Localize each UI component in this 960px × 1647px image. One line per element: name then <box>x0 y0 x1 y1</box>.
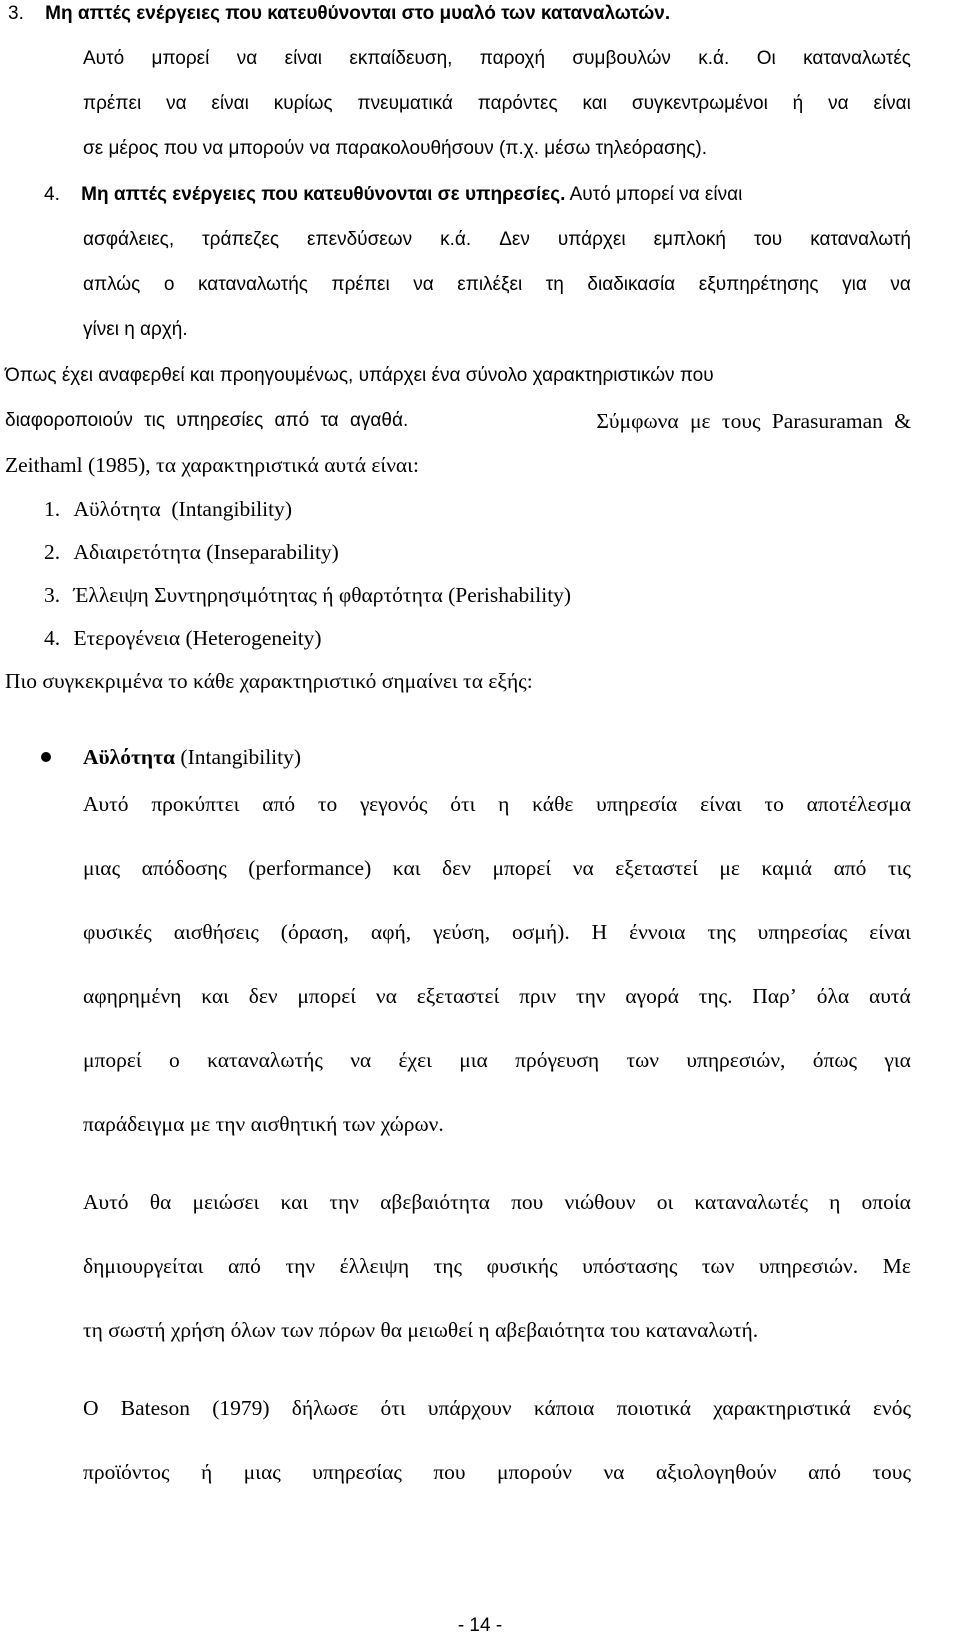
text-line: σε μέρος που να μπορούν να παρακολουθήσουν (π.χ. μέσω τηλεόρασης). <box>83 138 708 159</box>
word: και <box>582 93 607 114</box>
word: κ.ά. <box>698 48 730 69</box>
word: γεύση, <box>433 920 491 944</box>
para3-line <box>83 1394 911 1422</box>
list-item-4 <box>44 181 914 209</box>
word: κάθε <box>532 792 574 816</box>
word: να <box>413 274 434 295</box>
word: καταναλωτής <box>197 274 308 295</box>
word: (όραση, <box>280 920 349 944</box>
word: πρέπει <box>331 274 390 295</box>
word: τράπεζες <box>202 229 280 250</box>
word: συμβουλών <box>572 48 671 69</box>
list-item-tail: Αυτό μπορεί να είναι <box>565 184 743 205</box>
word: ότι <box>450 792 476 816</box>
text-line <box>83 226 911 254</box>
intro-line-3: Zeithaml (1985), τα χαρακτηριστικά αυτά είναι: <box>5 453 419 477</box>
word: αγορά <box>625 984 679 1008</box>
word: μπορεί <box>151 48 210 69</box>
word: φυσικής <box>486 1254 558 1278</box>
word: ή <box>200 1460 213 1484</box>
word: είναι <box>869 920 911 944</box>
word: όπως <box>812 1048 858 1072</box>
word: υπηρεσιών. <box>759 1254 859 1278</box>
word: το <box>317 792 338 816</box>
word: αισθήσεις <box>173 920 259 944</box>
word: που <box>433 1460 466 1484</box>
word: διαδικασία <box>587 274 676 295</box>
word: ο <box>169 1048 180 1072</box>
word: είναι <box>700 792 742 816</box>
word: συγκεντρωμένοι <box>631 93 768 114</box>
para2-line <box>83 1188 911 1216</box>
word: των <box>626 1048 659 1072</box>
word: οι <box>656 1190 674 1214</box>
intro-text-a: διαφοροποιούν τις υπηρεσίες από τα αγαθά. <box>5 410 409 431</box>
word: ο <box>163 274 175 295</box>
word: την <box>285 1254 316 1278</box>
characteristic-item <box>44 624 322 652</box>
word: υπηρεσιών, <box>686 1048 786 1072</box>
word: μπορεί <box>297 984 357 1008</box>
word: ασφάλειες, <box>83 229 175 250</box>
word: Οι <box>756 48 776 69</box>
word: αφηρημένη <box>83 984 182 1008</box>
list-item-heading: Μη απτές ενέργειες που κατευθύνονται στο μυαλό των καταναλωτών. <box>45 3 671 24</box>
word: χαρακτηριστικά <box>713 1396 851 1420</box>
word: αξιολογηθούν <box>655 1460 777 1484</box>
list-number: 3. <box>8 3 24 24</box>
word: καταναλωτές <box>694 1190 808 1214</box>
word: επενδύσεων <box>307 229 413 250</box>
word: και <box>392 856 421 880</box>
specific-intro: Πιο συγκεκριμένα το κάθε χαρακτηριστικό σημαίνει τα εξής: <box>5 669 533 693</box>
characteristic-label: Έλλειψη Συντηρησιμότητας ή φθαρτότητα (Perishability) <box>73 583 572 607</box>
word: τους <box>872 1460 911 1484</box>
word: να <box>375 984 397 1008</box>
word: το <box>764 792 784 816</box>
word: εκπαίδευση, <box>349 48 453 69</box>
word: υπάρχουν <box>427 1396 512 1420</box>
word: την <box>575 984 606 1008</box>
text-line <box>83 271 911 299</box>
word: (performance) <box>248 856 372 880</box>
word: γεγονός <box>360 792 428 816</box>
word: ποιοτικά <box>616 1396 692 1420</box>
word: υπηρεσίας <box>757 920 848 944</box>
word: ότι <box>380 1396 406 1420</box>
word: καμιά <box>761 856 813 880</box>
word: για <box>842 274 867 295</box>
word: της <box>433 1254 463 1278</box>
word: από <box>228 1254 261 1278</box>
word: καταναλωτές <box>803 48 911 69</box>
word: και <box>201 984 229 1008</box>
word: έλλειψη <box>339 1254 410 1278</box>
word: όλα <box>816 984 850 1008</box>
word: μπορούν <box>497 1460 572 1484</box>
intro-text-b: Σύμφωνα με τους Parasuraman & <box>596 409 911 433</box>
para2-line: τη σωστή χρήση όλων των πόρων θα μειωθεί η αβεβαιότητα του καταναλωτή. <box>83 1318 759 1342</box>
word: αυτά <box>869 984 911 1008</box>
word: προϊόντος <box>83 1460 170 1484</box>
word: Ο <box>83 1396 99 1420</box>
word: υπάρχει <box>557 229 626 250</box>
characteristic-label: Ετερογένεια (Heterogeneity) <box>73 626 322 650</box>
word: εμπλοκή <box>653 229 726 250</box>
word: που <box>511 1190 544 1214</box>
bullet-heading-rest: (Intangibility) <box>175 745 302 769</box>
word: από <box>262 792 296 816</box>
word: της. <box>698 984 733 1008</box>
bullet-heading <box>83 743 301 771</box>
word: μιας <box>243 1460 281 1484</box>
list-number: 4. <box>44 626 61 650</box>
characteristic-item <box>44 495 292 523</box>
word: ή <box>792 93 804 114</box>
word: μπορεί <box>83 1048 142 1072</box>
word: Αυτό <box>83 48 125 69</box>
list-item-heading: Μη απτές ενέργειες που κατευθύνονται σε υπηρεσίες. <box>81 184 566 205</box>
characteristic-label: Αϋλότητα (Intangibility) <box>73 497 292 521</box>
list-number: 1. <box>44 497 61 521</box>
word: επιλέξει <box>457 274 523 295</box>
word: κυρίως <box>273 93 333 114</box>
word: δεν <box>248 984 278 1008</box>
word: είναι <box>873 93 911 114</box>
word: να <box>350 1048 372 1072</box>
word: από <box>833 856 867 880</box>
list-number: 4. <box>44 184 60 205</box>
word: η <box>829 1190 841 1214</box>
word: των <box>701 1254 735 1278</box>
word: εξεταστεί <box>615 856 698 880</box>
intro-line-1: Όπως έχει αναφερθεί και προηγουμένως, υπάρχει ένα σύνολο χαρακτηριστικών που <box>5 365 714 386</box>
word: Παρ’ <box>752 984 797 1008</box>
word: μπορεί <box>492 856 552 880</box>
para3-line <box>83 1458 911 1486</box>
word: να <box>166 93 187 114</box>
word: δεν <box>442 856 471 880</box>
word: Bateson <box>120 1396 191 1420</box>
word: Αυτό <box>83 1190 129 1214</box>
word: κ.ά. <box>440 229 472 250</box>
para1-line <box>83 918 911 946</box>
bullet-icon <box>41 752 51 762</box>
word: υπηρεσία <box>596 792 678 816</box>
word: καταναλωτή <box>810 229 911 250</box>
word: φυσικές <box>83 920 152 944</box>
characteristic-item <box>44 581 571 609</box>
word: Με <box>882 1254 911 1278</box>
word: μιας <box>83 856 121 880</box>
word: απλώς <box>83 274 141 295</box>
para1-line <box>83 982 911 1010</box>
word: δήλωσε <box>291 1396 359 1420</box>
word: οσμή). <box>512 920 570 944</box>
word: οποία <box>861 1190 911 1214</box>
word: δημιουργείται <box>83 1254 204 1278</box>
word: με <box>719 856 740 880</box>
word: πνευματικά <box>357 93 453 114</box>
word: να <box>603 1460 625 1484</box>
word: είναι <box>284 48 323 69</box>
word: τις <box>887 856 911 880</box>
characteristic-item <box>44 538 339 566</box>
word: μια <box>459 1048 488 1072</box>
bullet-heading-bold: Αϋλότητα <box>83 745 176 769</box>
word: παροχή <box>479 48 546 69</box>
word: εξεταστεί <box>416 984 500 1008</box>
list-item-3 <box>8 0 913 28</box>
word: θα <box>149 1190 172 1214</box>
word: έννοια <box>629 920 686 944</box>
word: υπόστασης <box>582 1254 678 1278</box>
word: Αυτό <box>83 792 129 816</box>
word: νιώθουν <box>564 1190 636 1214</box>
para2-line <box>83 1252 911 1280</box>
word: της <box>707 920 736 944</box>
word: καταναλωτής <box>207 1048 323 1072</box>
word: να <box>828 93 849 114</box>
list-number: 3. <box>44 583 61 607</box>
word: την <box>329 1190 359 1214</box>
word: εξυπηρέτησης <box>698 274 819 295</box>
word: ενός <box>872 1396 911 1420</box>
word: κάποια <box>533 1396 595 1420</box>
word: να <box>572 856 594 880</box>
text-line <box>83 45 911 73</box>
word: έχει <box>398 1048 432 1072</box>
characteristic-label: Αδιαιρετότητα (Inseparability) <box>73 540 339 564</box>
word: μειώσει <box>192 1190 260 1214</box>
intro-line-2 <box>5 407 911 435</box>
para1-line: παράδειγμα με την αισθητική των χώρων. <box>83 1112 444 1136</box>
word: πρόγευση <box>515 1048 600 1072</box>
text-line <box>83 90 911 118</box>
word: να <box>890 274 911 295</box>
word: αβεβαιότητα <box>380 1190 490 1214</box>
word: Η <box>591 920 608 944</box>
para1-line <box>83 854 911 882</box>
word: τη <box>545 274 564 295</box>
word: (1979) <box>212 1396 270 1420</box>
word: αφή, <box>370 920 412 944</box>
word: προκύπτει <box>151 792 240 816</box>
word: αποτέλεσμα <box>806 792 911 816</box>
word: πρέπει <box>83 93 142 114</box>
word: η <box>498 792 510 816</box>
word: του <box>753 229 783 250</box>
word: είναι <box>211 93 249 114</box>
para1-line <box>83 1046 911 1074</box>
page-number: - 14 - <box>457 1615 503 1636</box>
word: να <box>236 48 258 69</box>
text-line: γίνει η αρχή. <box>83 319 188 340</box>
list-number: 2. <box>44 540 61 564</box>
word: απόδοσης <box>141 856 227 880</box>
word: από <box>808 1460 841 1484</box>
word: υπηρεσίας <box>312 1460 402 1484</box>
word: παρόντες <box>477 93 558 114</box>
word: πριν <box>519 984 557 1008</box>
word: για <box>884 1048 911 1072</box>
word: Δεν <box>499 229 530 250</box>
para1-line <box>83 790 911 818</box>
word: και <box>280 1190 309 1214</box>
